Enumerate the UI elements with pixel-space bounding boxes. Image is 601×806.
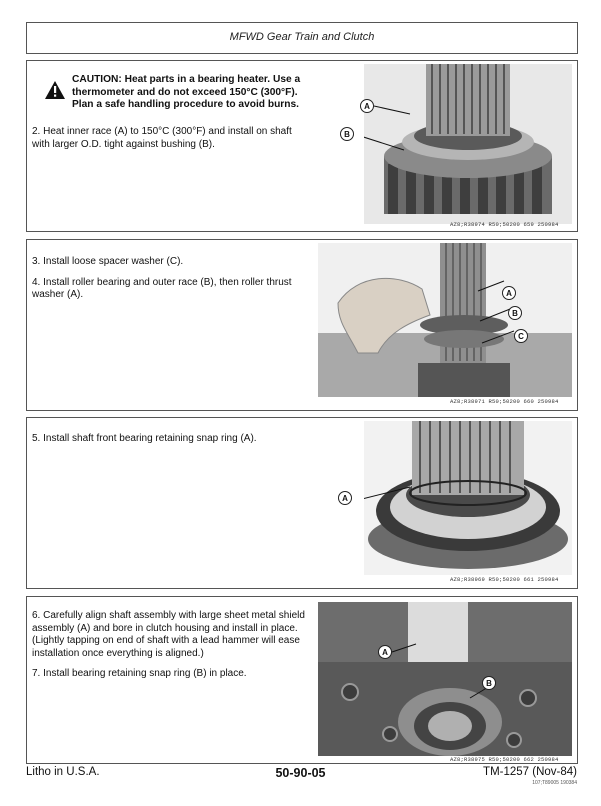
manual-id: TM-1257 (Nov-84) [483,766,577,778]
footer-litho: Litho in U.S.A. [26,766,100,778]
photo-caption: AZ8;R38969 R50;50200 661 250984 [450,576,559,583]
callout-a: A [360,99,374,113]
callout-c: C [514,329,528,343]
step-7: 7. Install bearing retaining snap ring (B) in place. [32,668,247,679]
photo-inner-race [364,64,572,224]
photo-roller-bearing [318,243,572,397]
page-header [26,22,578,54]
callout-a: A [378,645,392,659]
steps-6-7-text [32,610,310,689]
step-2: 2. Heat inner race (A) to 150°C (300°F) and install on shaft with larger O.D. tight against bushing (B). [32,126,292,150]
steps-3-4-text [32,256,310,310]
caution-text: CAUTION: Heat parts in a bearing heater. Use a thermometer and do not exceed 150°C (300°F). Plan a safe handling procedure to avoid burns. [72,74,301,110]
callout-b: B [508,306,522,320]
step-2-text [32,126,310,159]
step-5-text [32,433,322,454]
page-number: 50-90-05 [275,766,326,780]
photo-caption: AZ8;R38971 R50;50200 660 250984 [450,398,559,405]
photo-caption: AZ8;R38975 R50;50200 662 250984 [450,756,559,763]
step-3: 3. Install loose spacer washer (C). [32,256,184,267]
photo-snap-ring [364,421,572,575]
step-6: 6. Carefully align shaft assembly with large sheet metal shield assembly (A) and bore in clutch housing and install in place. (Lightly tapping on end of shaft with a lead hammer will ease installation once everything is aligned.) [32,610,305,659]
step-4: 4. Install roller bearing and outer race (B), then roller thrust washer (A). [32,276,292,300]
callout-a: A [502,286,516,300]
callout-b: B [482,676,496,690]
photo-shaft-installation [318,602,572,756]
caution-block [44,74,314,114]
callout-a: A [338,491,352,505]
section-title: MFWD Gear Train and Clutch [229,31,375,43]
footer-code: 107;T89005 190384 [532,780,577,786]
warning-triangle-icon [44,80,66,100]
step-5: 5. Install shaft front bearing retaining snap ring (A). [32,433,257,444]
callout-b: B [340,127,354,141]
photo-caption: AZ8;R38974 R50;50200 659 250984 [450,221,559,228]
